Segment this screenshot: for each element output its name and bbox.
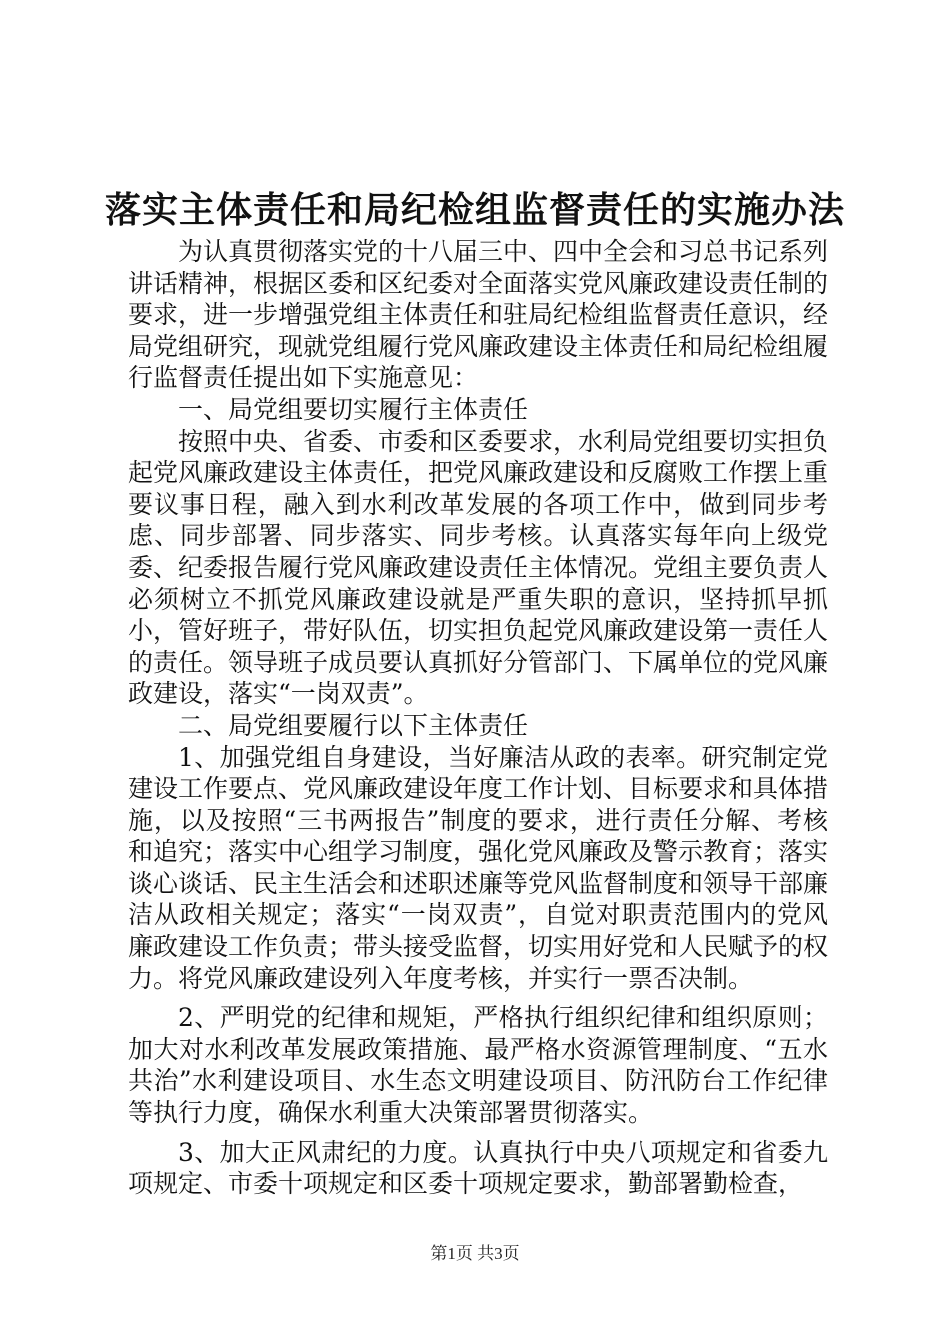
paragraph-intro: 为认真贯彻落实党的十八届三中、四中全会和习总书记系列讲话精神，根据区委和区纪委对全面落实党风廉政建设责任制的要求，进一步增强党组主体责任和驻局纪检组监督责任意识，经局党组研究，现就党组履行党风廉政建设主体责任和局纪检组履行监督责任提出如下实施意见： xyxy=(128,237,829,393)
section-heading-1: 一、局党组要切实履行主体责任 xyxy=(178,394,529,424)
paragraph-item-2: 2、严明党的纪律和规矩，严格执行组织纪律和组织原则；加大对水利改革发展政策措施、最严格水资源管理制度、“五水共治”水利建设项目、水生态文明建设项目、防汛防台工作纪律等执行力度，确保水利重大决策部署贯彻落实。 xyxy=(128,1003,828,1128)
document-body xyxy=(128,236,828,1200)
paragraph-item-1: 1、加强党组自身建设，当好廉洁从政的表率。研究制定党建设工作要点、党风廉政建设年度工作计划、目标要求和具体措施，以及按照“三书两报告”制度的要求，进行责任分解、考核和追究；落实中心组学习制度，强化党风廉政及警示教育；落实谈心谈话、民主生活会和述职述廉等党风监督制度和领导干部廉洁从政相关规定；落实“一岗双责”，自觉对职责范围内的党风廉政建设工作负责；带头接受监督，切实用好党和人民赋予的权力。将党风廉政建设列入年度考核，并实行一票否决制。 xyxy=(128,742,829,993)
page-number: 第1页 共3页 xyxy=(430,1244,520,1263)
paragraph-item-3: 3、加大正风肃纪的力度。认真执行中央八项规定和省委九项规定、市委十项规定和区委十项规定要求，勤部署勤检查， xyxy=(128,1137,828,1199)
paragraph-section-1: 按照中央、省委、市委和区委要求，水利局党组要切实担负起党风廉政建设主体责任，把党风廉政建设和反腐败工作摆上重要议事日程，融入到水利改革发展的各项工作中，做到同步考虑、同步部署、同步落实、同步考核。认真落实每年向上级党委、纪委报告履行党风廉政建设责任主体情况。党组主要负责人必须树立不抓党风廉政建设就是严重失职的意识，坚持抓早抓小，管好班子，带好队伍，切实担负起党风廉政建设第一责任人的责任。领导班子成员要认真抓好分管部门、下属单位的党风廉政建设，落实“一岗双责”。 xyxy=(128,426,829,709)
section-heading-2: 二、局党组要履行以下主体责任 xyxy=(178,710,529,740)
document-title: 落实主体责任和局纪检组监督责任的实施办法 xyxy=(104,189,845,231)
